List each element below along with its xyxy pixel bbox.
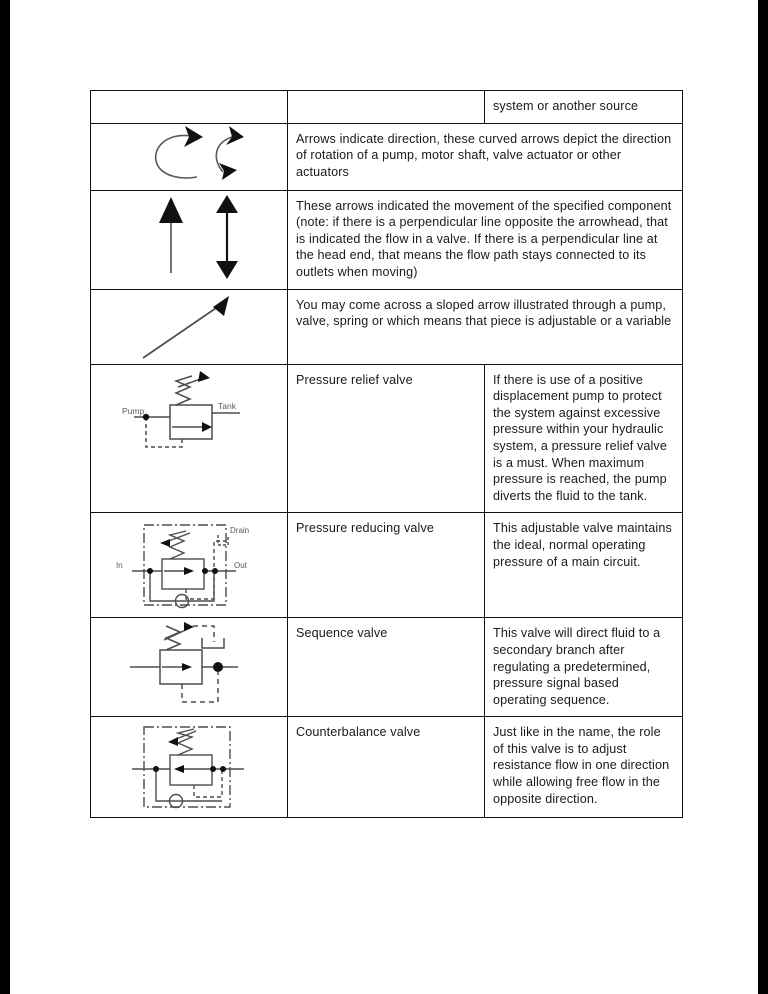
- symbol-cell-curved-arrows: [91, 123, 288, 190]
- symbol-cell-sequence: [91, 618, 288, 717]
- description-cell: [485, 364, 683, 513]
- symbol-name-text: Pressure reducing valve: [296, 521, 434, 536]
- symbol-cell-counterbalance: [91, 717, 288, 818]
- table-row: [91, 717, 683, 818]
- description-cell-merged: [288, 190, 683, 289]
- hydraulic-symbols-table: [90, 90, 683, 818]
- symbol-name-text: Sequence valve: [296, 626, 388, 641]
- description-text: Just like in the name, the role of this valve is to adjust resistance flow in one direction while allowing free flow in the opposite direction.: [493, 725, 670, 806]
- table-row: [91, 513, 683, 618]
- page-edge-right: [758, 0, 768, 994]
- pressure-relief-valve-symbol-icon: [91, 365, 287, 465]
- description-text: system or another source: [493, 99, 639, 113]
- description-cell-merged: [288, 123, 683, 190]
- counterbalance-valve-symbol-icon: [91, 717, 287, 817]
- name-cell: [288, 364, 485, 513]
- port-label-tank: Tank: [218, 400, 236, 411]
- symbol-cell-empty: [91, 91, 288, 124]
- row-text: Arrows indicate direction, these curved arrows depict the direction of rotation of a pump, motor shaft, valve actuator or other actuators: [296, 131, 672, 179]
- sequence-valve-symbol-icon: [91, 618, 287, 714]
- description-cell-merged: [288, 289, 683, 364]
- symbol-name-text: Counterbalance valve: [296, 725, 421, 740]
- table-row: [91, 91, 683, 124]
- description-cell: [485, 717, 683, 818]
- table-row: [91, 289, 683, 364]
- name-cell: [288, 618, 485, 717]
- row-text: You may come across a sloped arrow illustrated through a pump, valve, spring or which means that piece is adjustable or a variable: [296, 297, 672, 329]
- description-text: This adjustable valve maintains the ideal, normal operating pressure of a main circuit.: [493, 521, 672, 569]
- port-label-in: In: [116, 561, 123, 571]
- symbol-cell-pressure-reducing: [91, 513, 288, 618]
- description-text: If there is use of a positive displacement pump to protect the system against excessive pressure within your hydraulic system, a pressure relief valve is a must. When maximum pressure is reached, the pump diverts the fluid to the tank.: [493, 372, 667, 503]
- symbol-cell-pressure-relief: [91, 364, 288, 513]
- table-row: [91, 190, 683, 289]
- symbol-cell-sloped-arrow: [91, 289, 288, 364]
- description-cell: [485, 618, 683, 717]
- row-text: These arrows indicated the movement of the specified component (note: if there is a perpendicular line opposite the arrowhead, that is indicated the flow in a valve. If there is a perpendicular line at the head end, that means the flow path stays connected to its outlets when moving): [296, 198, 672, 279]
- table-row: [91, 123, 683, 190]
- symbol-cell-straight-arrows: [91, 190, 288, 289]
- port-label-out: Out: [234, 561, 247, 571]
- curved-rotation-arrows-icon: [91, 124, 287, 190]
- name-cell: [288, 513, 485, 618]
- symbol-name-text: Pressure relief valve: [296, 372, 413, 387]
- name-cell: [288, 717, 485, 818]
- port-label-pump: Pump: [122, 405, 145, 416]
- sloped-adjustable-arrow-icon: [91, 290, 287, 364]
- description-cell: [485, 513, 683, 618]
- table-row: [91, 364, 683, 513]
- description-cell: [485, 91, 683, 124]
- description-text: This valve will direct fluid to a secondary branch after regulating a predetermined, pressure signal based operating sequence.: [493, 626, 661, 707]
- port-label-drain: Drain: [230, 526, 250, 536]
- table-row: [91, 618, 683, 717]
- pressure-reducing-valve-symbol-icon: [91, 513, 287, 617]
- straight-movement-arrows-icon: [91, 191, 287, 281]
- name-cell-empty: [288, 91, 485, 124]
- page-edge-left: [0, 0, 10, 994]
